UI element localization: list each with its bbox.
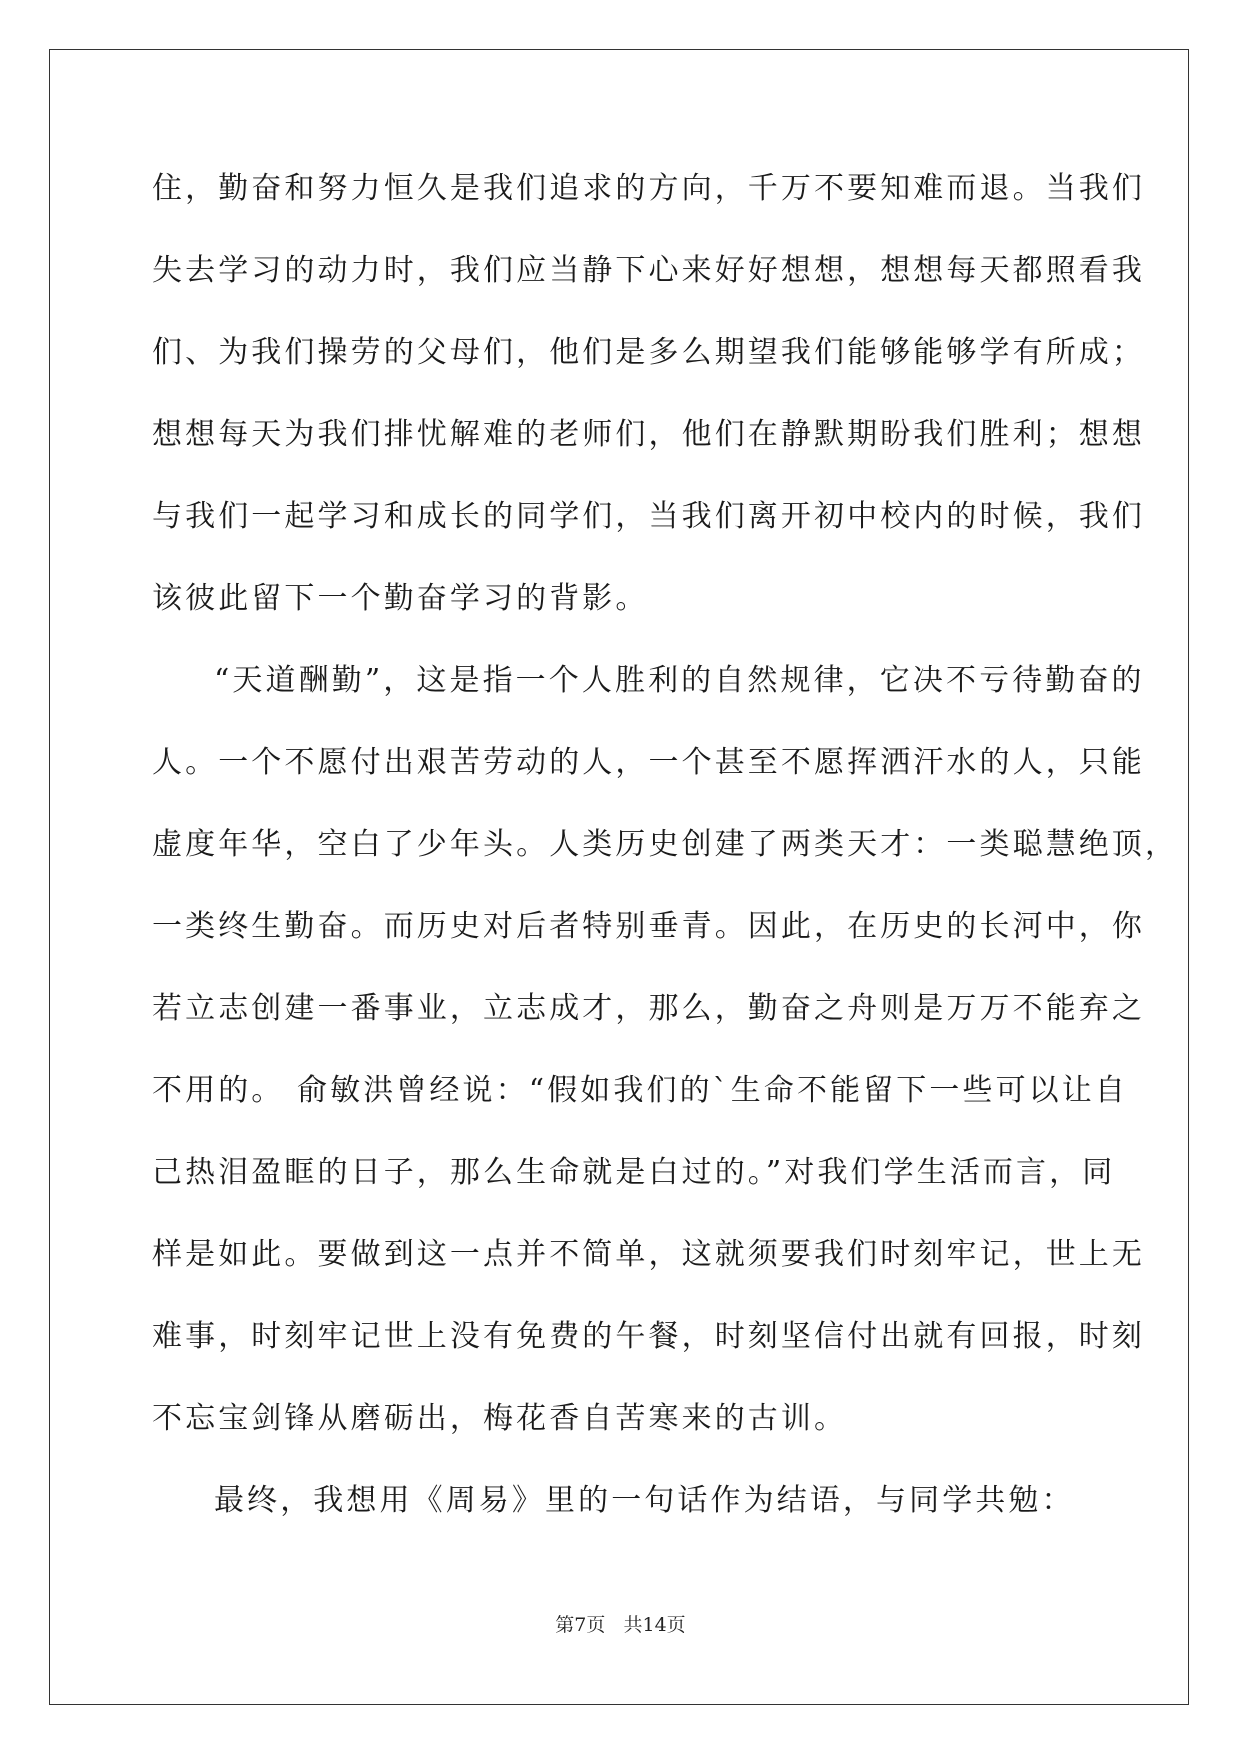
text-line: 失去学习的动力时，我们应当静下心来好好想想，想想每天都照看我 <box>152 253 1145 288</box>
text-line: 住，勤奋和努力恒久是我们追求的方向，千万不要知难而退。当我们 <box>152 171 1145 206</box>
paragraph-first-line: “天道酬勤”，这是指一个人胜利的自然规律，它决不亏待勤奋的 <box>214 663 1145 698</box>
text-line: 虚度年华，空白了少年头。人类历史创建了两类天才：一类聪慧绝顶， <box>152 827 1179 862</box>
text-line: 想想每天为我们排忧解难的老师们，他们在静默期盼我们胜利；想想 <box>152 417 1145 452</box>
text-line: 与我们一起学习和成长的同学们，当我们离开初中校内的时候，我们 <box>152 499 1145 534</box>
text-line: 样是如此。要做到这一点并不简单，这就须要我们时刻牢记，世上无 <box>152 1237 1145 1272</box>
paragraph-first-line: 最终，我想用《周易》里的一句话作为结语，与同学共勉： <box>214 1483 1075 1518</box>
text-line: 该彼此留下一个勤奋学习的背影。 <box>152 581 649 616</box>
text-line: 若立志创建一番事业，立志成才，那么，勤奋之舟则是万万不能弃之 <box>152 991 1145 1026</box>
page-number-footer: 第7页 共14页 <box>555 1614 686 1636</box>
text-line: 人。一个不愿付出艰苦劳动的人，一个甚至不愿挥洒汗水的人，只能 <box>152 745 1145 780</box>
text-line: 不忘宝剑锋从磨砺出，梅花香自苦寒来的古训。 <box>152 1401 848 1436</box>
text-line: 己热泪盈眶的日子，那么生命就是白过的。”对我们学生活而言，同 <box>152 1155 1116 1190</box>
document-body <box>152 148 1179 1542</box>
text-line: 难事，时刻牢记世上没有免费的午餐，时刻坚信付出就有回报，时刻 <box>152 1319 1145 1354</box>
text-line: 不用的。 俞敏洪曾经说：“假如我们的`生命不能留下一些可以让自 <box>152 1073 1128 1108</box>
text-line: 一类终生勤奋。而历史对后者特别垂青。因此，在历史的长河中，你 <box>152 909 1145 944</box>
text-line: 们、为我们操劳的父母们，他们是多么期望我们能够能够学有所成； <box>152 335 1145 370</box>
